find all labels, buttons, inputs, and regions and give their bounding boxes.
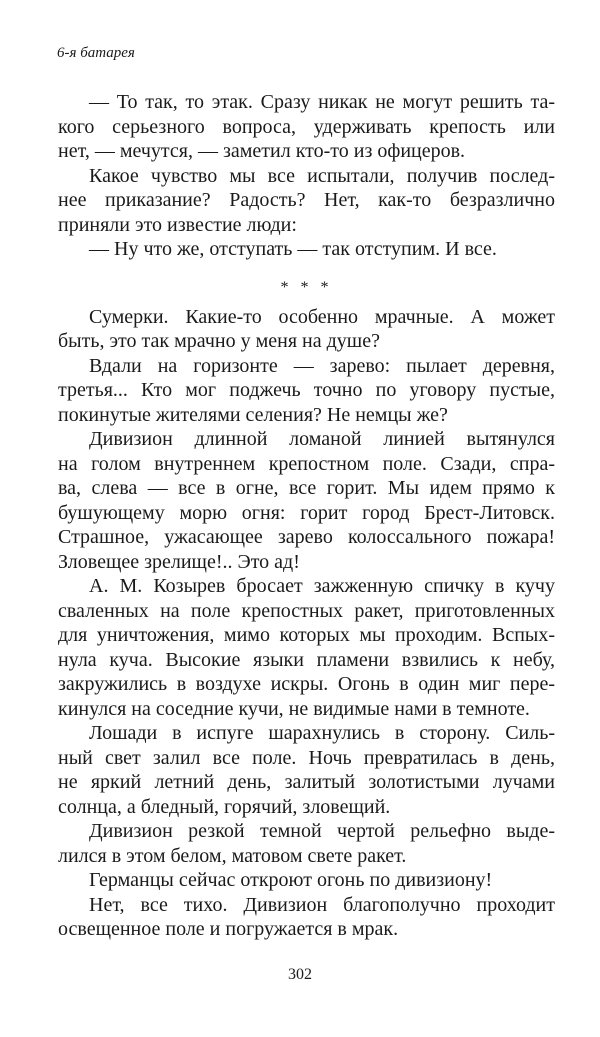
text-line: Дивизион длинной ломаной линией вытянулся bbox=[89, 428, 555, 450]
text-line: А. М. Козырев бросает зажженную спичку в кучу bbox=[89, 575, 555, 597]
paragraph bbox=[58, 721, 555, 819]
text-line: кинулся на соседние кучи, не видимые нами в темноте. bbox=[58, 697, 530, 720]
paragraph bbox=[58, 305, 555, 354]
paragraph bbox=[58, 354, 555, 428]
paragraph bbox=[58, 90, 555, 164]
text-line: Нет, все тихо. Дивизион благополучно проходит bbox=[89, 893, 555, 916]
text-line: для уничтожения, мимо которых мы проходим. Вспых- bbox=[58, 624, 555, 646]
text-line: на голом внутреннем крепостном поле. Сзади, спра- bbox=[58, 452, 555, 475]
text-line: ный свет залил все поле. Ночь превратилась в день, bbox=[58, 746, 555, 769]
text-line: быть, это так мрачно у меня на душе? bbox=[58, 330, 380, 352]
section-1 bbox=[58, 90, 555, 262]
text-line: не яркий летний день, залитый золотистыми лучами bbox=[58, 771, 555, 793]
text-line: третья... Кто мог поджечь точно по уговору пустые, bbox=[58, 379, 555, 401]
text-line: Германцы сейчас откроют огонь по дивизиону! bbox=[89, 869, 493, 891]
text-line: Лошади в испуге шарахнулись в сторону. Силь- bbox=[89, 722, 555, 744]
text-line: кого серьезного вопроса, удерживать крепость или bbox=[58, 115, 555, 138]
text-line: нет, — мечутся, — заметил кто-то из офицеров. bbox=[58, 140, 466, 162]
text-line: — Ну что же, отступать — так отступим. И все. bbox=[89, 238, 497, 260]
text-line: покинутые жителями селения? Не немцы же? bbox=[58, 403, 448, 426]
paragraph bbox=[58, 868, 555, 893]
page-body bbox=[58, 90, 555, 942]
page-number: 302 bbox=[288, 966, 312, 983]
paragraph bbox=[58, 893, 555, 942]
text-line: освещенное поле и погружается в мрак. bbox=[58, 918, 399, 940]
text-line: Сумерки. Какие-то особенно мрачные. А может bbox=[89, 305, 555, 328]
text-line: сваленных на поле крепостных ракет, приготовленных bbox=[58, 599, 555, 622]
text-line: бушующему морю огня: горит город Брест-Литовск. bbox=[58, 501, 555, 524]
text-line: Зловещее зрелище!.. Это ад! bbox=[58, 550, 300, 573]
text-line: ва, слева — все в огне, все горит. Мы идем прямо к bbox=[58, 477, 555, 499]
running-head: 6-я батарея bbox=[57, 45, 135, 61]
paragraph bbox=[58, 574, 555, 721]
text-line: Дивизион резкой темной чертой рельефно выде- bbox=[89, 820, 555, 842]
section-separator: * * * bbox=[280, 278, 333, 296]
text-line: нее приказание? Радость? Нет, как-то безразлично bbox=[58, 189, 555, 211]
text-line: приняли это известие люди: bbox=[58, 213, 297, 236]
text-line: Вдали на горизонте — зарево: пылает деревня, bbox=[89, 354, 555, 377]
text-line: нула куча. Высокие языки пламени взвились к небу, bbox=[58, 648, 555, 671]
text-line: Страшное, ужасающее зарево колоссального пожара! bbox=[58, 526, 555, 548]
text-line: Какое чувство мы все испытали, получив послед- bbox=[89, 164, 555, 187]
section-2 bbox=[58, 305, 555, 942]
paragraph bbox=[58, 164, 555, 238]
paragraph bbox=[58, 427, 555, 574]
text-line: закружились в воздухе искры. Огонь в один миг пере- bbox=[58, 673, 555, 695]
text-line: лился в этом белом, матовом свете ракет. bbox=[58, 844, 407, 867]
text-line: — То так, то этак. Сразу никак не могут решить та- bbox=[89, 91, 555, 113]
paragraph bbox=[58, 819, 555, 868]
text-line: солнца, а бледный, горячий, зловещий. bbox=[58, 795, 391, 818]
paragraph bbox=[58, 237, 555, 262]
